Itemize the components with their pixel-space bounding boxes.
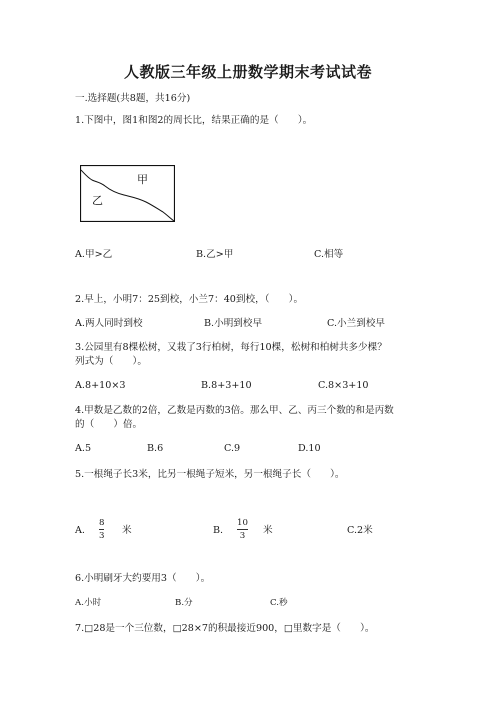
fraction-denominator: 3	[239, 531, 246, 541]
question-3-option-b: B.8+3+10	[201, 380, 252, 391]
question-6-option-b: B.分	[175, 598, 193, 608]
question-4-stem-line-1: 4.甲数是乙数的2倍，乙数是丙数的3倍。那么甲、乙、丙三个数的和是丙数	[75, 405, 394, 416]
question-6-option-a: A.小时	[75, 598, 102, 608]
question-3-stem-line-1: 3.公园里有8棵松树，又栽了3行柏树，每行10棵，松树和柏树共多少棵？	[75, 342, 387, 353]
question-5-option-a-fraction	[99, 518, 104, 541]
question-2-option-b: B.小明到校早	[204, 318, 263, 329]
fraction-denominator: 3	[99, 531, 105, 541]
question-5-option-b-fraction	[237, 518, 248, 541]
question-7-stem: 7.□28是一个三位数，□28×7的积最接近900，□里数字是（ ）。	[75, 623, 375, 634]
question-5-option-b-unit: 米	[263, 525, 273, 536]
question-3-stem-line-2: 列式为（ ）。	[75, 356, 147, 367]
question-1-option-b: B.乙>甲	[196, 249, 234, 260]
question-5-option-a-unit: 米	[122, 525, 132, 536]
question-1-figure	[80, 165, 175, 222]
question-5-option-b-letter: B.	[213, 525, 224, 536]
question-2-stem: 2.早上，小明7：25到校，小兰7：40到校，（ ）。	[75, 294, 304, 305]
fraction-numerator: 10	[237, 518, 248, 528]
question-4-option-d: D.10	[298, 443, 321, 454]
question-6-option-c: C.秒	[270, 598, 288, 608]
page-title: 人教版三年级上册数学期末考试试卷	[123, 63, 372, 81]
question-3-option-a: A.8+10×3	[75, 380, 126, 391]
question-6-stem: 6.小明刷牙大约要用3（ ）。	[75, 573, 211, 584]
fraction-numerator: 8	[99, 518, 105, 528]
question-2-option-a: A.两人同时到校	[75, 318, 143, 329]
question-4-option-a: A.5	[75, 443, 92, 454]
figure-label-yi: 乙	[92, 194, 103, 207]
question-4-stem-line-2: 的（ ）倍。	[75, 419, 143, 430]
fraction-bar	[99, 529, 104, 530]
figure-label-jia: 甲	[137, 173, 148, 186]
fraction-bar	[237, 529, 248, 530]
question-2-option-c: C.小兰到校早	[327, 318, 386, 329]
question-1-option-a: A.甲>乙	[75, 249, 113, 260]
question-5-stem: 5.一根绳子长3米，比另一根绳子短米，另一根绳子长（ ）。	[75, 469, 345, 480]
question-4-option-b: B.6	[147, 443, 164, 454]
question-3-option-c: C.8×3+10	[318, 380, 369, 391]
question-1-stem: 1.下图中，图1和图2的周长比，结果正确的是（ ）。	[75, 115, 313, 126]
question-5-option-a-letter: A.	[75, 525, 85, 536]
question-1-option-c: C.相等	[314, 249, 344, 260]
question-5-option-c: C.2米	[347, 525, 373, 536]
section-heading: 一.选择题(共8题，共16分)	[75, 93, 191, 104]
perimeter-figure	[80, 165, 175, 222]
question-4-option-c: C.9	[224, 443, 241, 454]
